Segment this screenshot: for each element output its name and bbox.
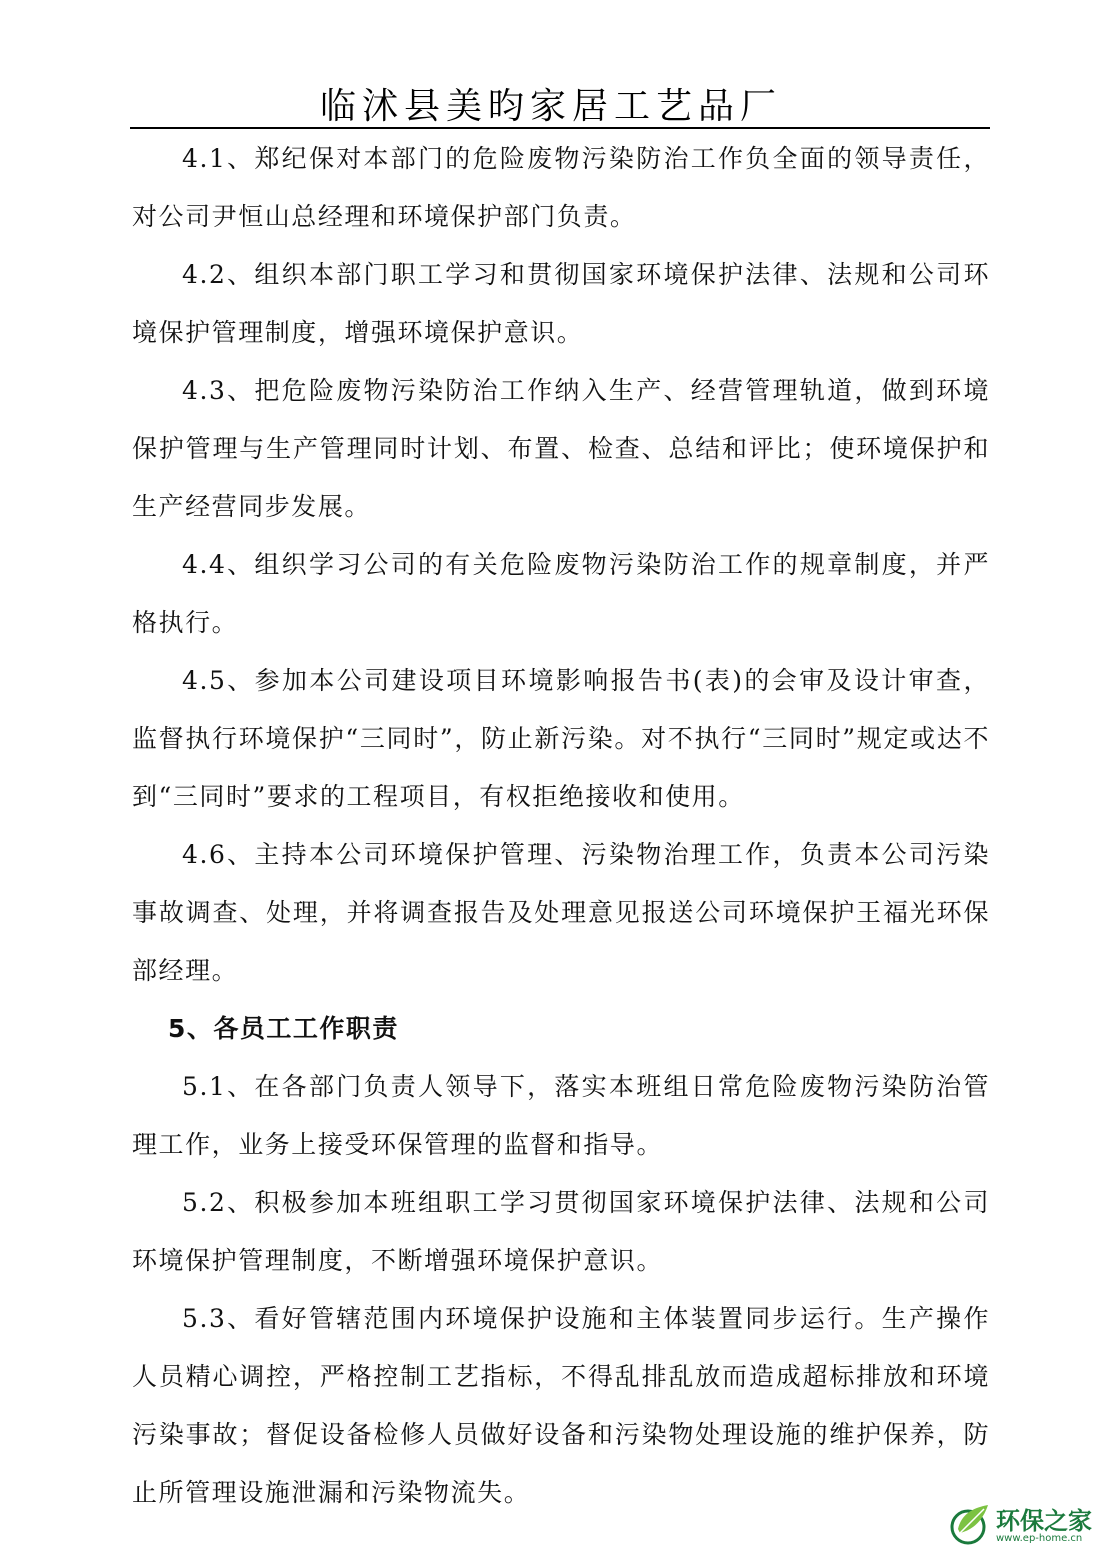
watermark-text: 环保之家 [996, 1507, 1092, 1535]
paragraph-4-5: 4.5、参加本公司建设项目环境影响报告书(表)的会审及设计审查，监督执行环境保护“三同时”，防止新污染。对不执行“三同时”规定或达不到“三同时”要求的工程项目，有权拒绝接收和使用。 [132, 666, 990, 811]
document-header-title: 临沭县美昀家居工艺品厂 [319, 86, 782, 127]
paragraph-4-1: 4.1、郑纪保对本部门的危险废物污染防治工作负全面的领导责任，对公司尹恒山总经理和环境保护部门负责。 [132, 144, 990, 231]
paragraph-5-2: 5.2、积极参加本班组职工学习贯彻国家环境保护法律、法规和公司环境保护管理制度，不断增强环境保护意识。 [132, 1188, 990, 1275]
paragraph-4-6: 4.6、主持本公司环境保护管理、污染物治理工作，负责本公司污染事故调查、处理，并将调查报告及处理意见报送公司环境保护王福光环保部经理。 [132, 840, 990, 985]
section-heading-5: 5、各员工工作职责 [168, 1014, 399, 1043]
paragraph-4-2: 4.2、组织本部门职工学习和贯彻国家环境保护法律、法规和公司环境保护管理制度，增强环境保护意识。 [132, 260, 990, 347]
watermark [944, 1499, 1094, 1551]
header-divider [130, 127, 990, 129]
paragraph-5-3: 5.3、看好管辖范围内环境保护设施和主体装置同步运行。生产操作人员精心调控，严格控制工艺指标，不得乱排乱放而造成超标排放和环境污染事故；督促设备检修人员做好设备和污染物处理设施的维护保养，防止所管理设施泄漏和污染物流失。 [132, 1304, 990, 1507]
document-body [132, 130, 990, 1522]
paragraph-4-3: 4.3、把危险废物污染防治工作纳入生产、经营管理轨道，做到环境保护管理与生产管理同时计划、布置、检查、总结和评比；使环境保护和生产经营同步发展。 [132, 376, 990, 521]
paragraph-5-1: 5.1、在各部门负责人领导下，落实本班组日常危险废物污染防治管理工作，业务上接受环保管理的监督和指导。 [132, 1072, 990, 1159]
watermark-url: www.ep-home.cn [996, 1533, 1083, 1544]
paragraph-4-4: 4.4、组织学习公司的有关危险废物污染防治工作的规章制度，并严格执行。 [132, 550, 990, 637]
leaf-logo-icon [944, 1499, 994, 1549]
